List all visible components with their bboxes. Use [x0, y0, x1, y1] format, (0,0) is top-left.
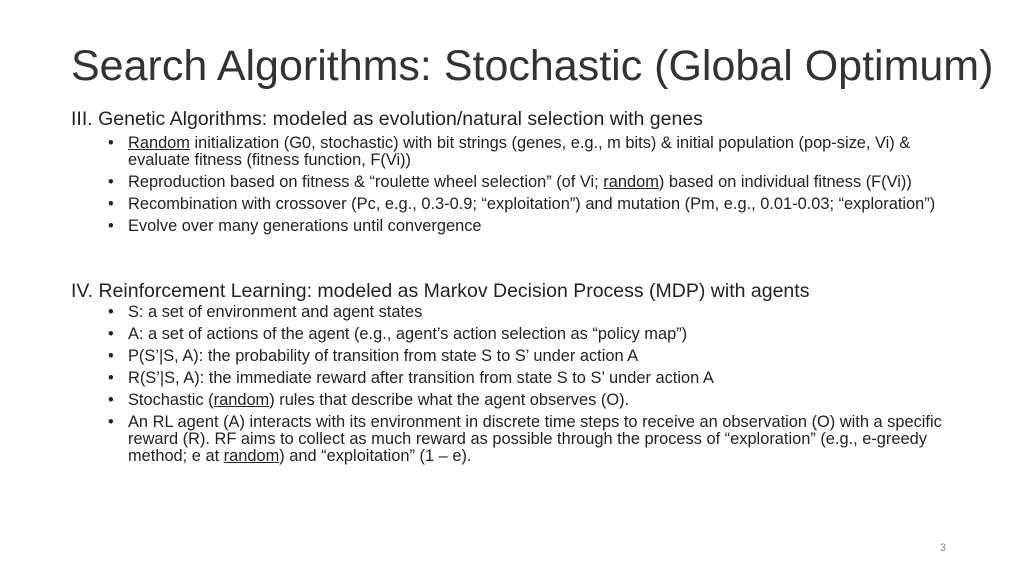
section-reinforcement-learning-heading: IV. Reinforcement Learning: modeled as Markov Decision Process (MDP) with agents [71, 280, 810, 302]
bullet-text: An RL agent (A) interacts with its environment in discrete time steps to receive an observation (O) with a specific reward (R). RF aims to collect as much reward as possible through the process of “exploration” (e.g., e-greedy method; e at [128, 412, 942, 465]
bullet-text: Stochastic ( [128, 390, 214, 409]
bullet-item [107, 135, 942, 169]
genetic-algorithms-bullet-list [107, 135, 942, 240]
bullet-text: Evolve over many generations until convergence [128, 216, 482, 235]
bullet-text: initialization (G0, stochastic) with bit strings (genes, e.g., m bits) & initial population (pop-size, Vi) & evaluate fitness (fitness function, F(Vi)) [128, 134, 911, 169]
reinforcement-learning-bullet-list [107, 304, 942, 470]
bullet-text: S: a set of environment and agent states [128, 303, 423, 321]
slide-title: Search Algorithms: Stochastic (Global Optimum) [71, 42, 994, 90]
bullet-text: R(S’|S, A): the immediate reward after transition from state S to S’ under action A [128, 368, 714, 387]
page-number: 3 [939, 542, 946, 554]
bullet-text: Recombination with crossover (Pc, e.g., 0.3-0.9; “exploitation”) and mutation (Pm, e.g., 0.01-0.03; “exploration”) [128, 194, 936, 213]
bullet-item [107, 326, 942, 343]
bullet-text: ) and “exploitation” (1 – e). [279, 446, 472, 465]
bullet-item [107, 370, 942, 387]
bullet-text: P(S’|S, A): the probability of transition from state S to S’ under action A [128, 346, 639, 365]
section-genetic-algorithms-heading: III. Genetic Algorithms: modeled as evolution/natural selection with genes [71, 108, 703, 130]
bullet-text: ) based on individual fitness (F(Vi)) [658, 172, 912, 191]
bullet-item [107, 304, 942, 321]
bullet-item [107, 392, 942, 409]
underlined-text: random [223, 446, 280, 465]
bullet-text: Reproduction based on fitness & “roulette wheel selection” (of Vi; [128, 172, 604, 191]
bullet-item [107, 174, 942, 191]
bullet-item [107, 414, 942, 464]
underlined-text: Random [128, 134, 190, 152]
bullet-item [107, 348, 942, 365]
bullet-text: A: a set of actions of the agent (e.g., agent’s action selection as “policy map”) [128, 324, 688, 343]
bullet-text: ) rules that describe what the agent observes (O). [269, 390, 630, 409]
underlined-text: random [213, 390, 270, 409]
underlined-text: random [603, 172, 659, 191]
bullet-item [107, 218, 942, 235]
bullet-item [107, 196, 942, 213]
